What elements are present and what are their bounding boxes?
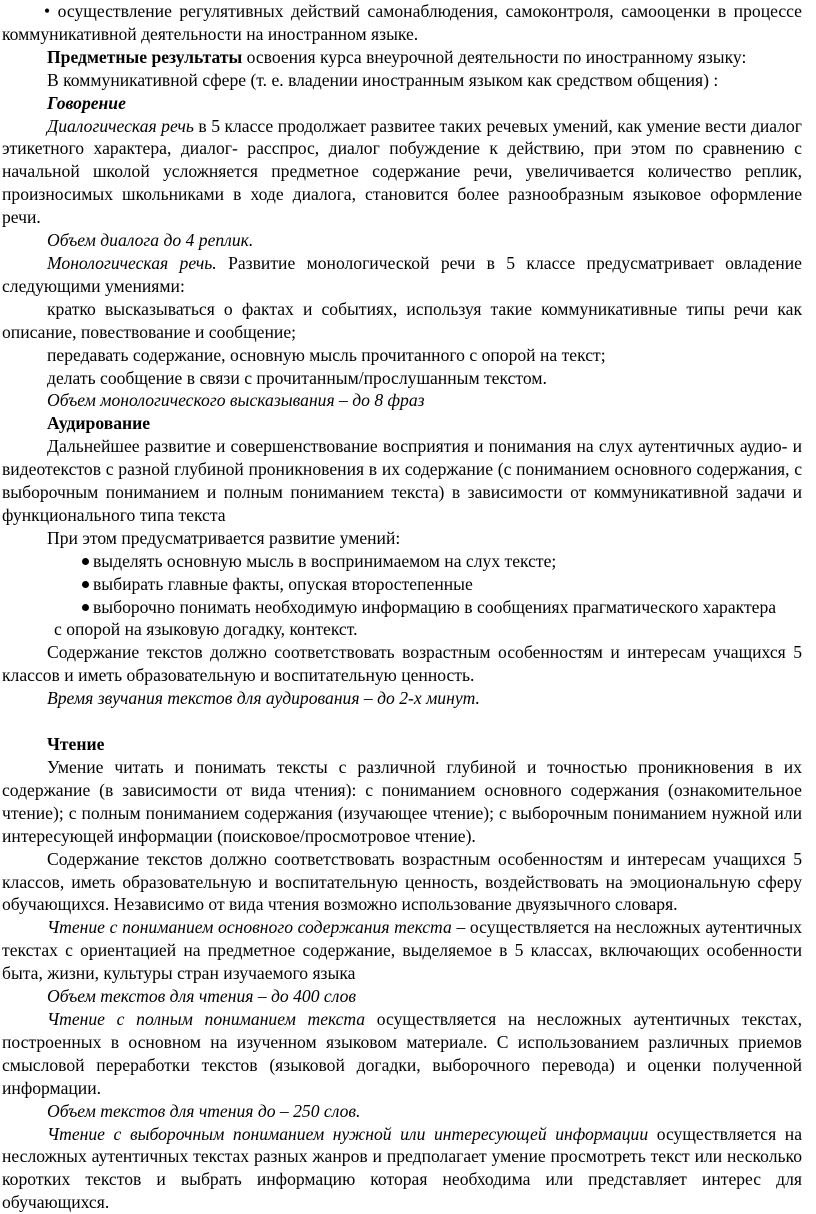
text: кратко высказываться о фактах и событиях, используя такие коммуникативные типы речи как описание, повествование и сообщение;: [2, 299, 802, 342]
bullet-continuation: [2, 618, 802, 641]
paragraph-briefly-speak: [2, 298, 802, 344]
text: – осуществляется на несложных аутентичных текстах с ориентацией на предметное содержание, выделяемое в 5 классах, включающих особенности быта, жизни, культуры стран изучаемого языка: [2, 917, 802, 983]
italic-term: Чтение с полным пониманием текста: [47, 1009, 365, 1029]
paragraph-listening-development: [2, 435, 802, 527]
section-heading: Чтение: [47, 734, 104, 754]
paragraph-reading-selective: [2, 1123, 802, 1214]
italic-text: Объем текстов для чтения до – 250 слов.: [47, 1101, 360, 1121]
paragraph-listening-content: [2, 641, 802, 687]
paragraph-skills-intro: [2, 527, 802, 550]
text: делать сообщение в связи с прочитанным/прослушанным текстом.: [47, 368, 547, 388]
text: • осуществление регулятивных действий самонаблюдения, самоконтроля, самооценки в процессе коммуникативной деятельности на иностранном языке.: [2, 1, 802, 44]
text: Содержание текстов должно соответствовать возрастным особенностям и интересам учащихся 5 классов, иметь образовательную и воспитательную ценность, воздействовать на эмоциональную сферу обучающихся. Независимо от вида чтения возможно использование двуязычного словаря.: [2, 849, 802, 915]
section-heading: Аудирование: [47, 413, 150, 433]
italic-term: Чтение с выборочным пониманием нужной или интересующей информации: [47, 1124, 648, 1144]
text: освоения курса внеурочной деятельности по иностранному языку:: [242, 47, 746, 67]
paragraph-monologic: [2, 252, 802, 298]
text: с опорой на языковую догадку, контекст.: [54, 619, 358, 639]
bullet-icon: [82, 558, 89, 565]
paragraph-listening-time: [2, 687, 802, 710]
text: При этом предусматривается развитие умений:: [47, 528, 400, 548]
text: осуществляется на несложных аутентичных текстах разных жанров и предполагает умение просмотреть текст или несколько коротких текстов и выбрать информацию которая необходима или представляет интерес для обучающихся.: [2, 1124, 802, 1213]
text: выборочно понимать необходимую информацию в сообщениях прагматического характера: [93, 597, 776, 617]
heading-speaking: [2, 92, 802, 115]
text: Содержание текстов должно соответствовать возрастным особенностям и интересам учащихся 5 классов и иметь образовательную и воспитательную ценность.: [2, 642, 802, 685]
paragraph-communicative-sphere: [2, 69, 802, 92]
section-heading: Говорение: [47, 93, 126, 113]
italic-term: Монологическая речь.: [47, 253, 217, 273]
italic-text: Объем монологического высказывания – до 8 фраз: [47, 390, 424, 410]
text: выбирать главные факты, опуская второстепенные: [93, 574, 473, 594]
paragraph-reading-volume-250: [2, 1100, 802, 1123]
italic-text: Объем диалога до 4 реплик.: [47, 230, 253, 250]
bullet-item: [2, 573, 802, 596]
heading-reading: [2, 733, 802, 756]
bullet-item: [2, 596, 802, 619]
text: осуществляется на несложных аутентичных текстах, построенных в основном на изученном языковом материале. С использованием различных приемов смысловой переработки текстов (языковой догадки, выборочного перевода) и оценки полученной информации.: [2, 1009, 802, 1098]
bullet-icon: [82, 581, 89, 588]
bullet-icon: [82, 604, 89, 611]
paragraph-reading-volume-400: [2, 985, 802, 1008]
paragraph-dialog-volume: [2, 229, 802, 252]
paragraph-monolog-volume: [2, 389, 802, 412]
text: Дальнейшее развитие и совершенствование восприятия и понимания на слух аутентичных аудио- и видеотекстов с разной глубиной проникновения в их содержание (с пониманием основного содержания, с выборочным пониманием и полным пониманием текста) в зависимости от коммуникативной задачи и функционального типа текста: [2, 436, 802, 525]
paragraph-dialogic: [2, 115, 802, 230]
italic-term: Чтение с пониманием основного содержания текста: [47, 917, 452, 937]
paragraph-regulative: [2, 0, 802, 46]
paragraph-reading-main: [2, 916, 802, 985]
paragraph-subject-results: [2, 46, 802, 69]
italic-text: Время звучания текстов для аудирования – до 2-х минут.: [47, 688, 480, 708]
bold-term: Предметные результаты: [47, 47, 242, 67]
spacer: [2, 710, 802, 733]
paragraph-retell: [2, 344, 802, 367]
text: Развитие монологической речи в 5 классе предусматривает овладение следующими умениями:: [2, 253, 802, 296]
italic-term: Диалогическая речь: [47, 116, 194, 136]
text: выделять основную мысль в воспринимаемом на слух тексте;: [93, 551, 556, 571]
paragraph-reading-content: [2, 848, 802, 917]
paragraph-reading-skill: [2, 756, 802, 848]
text: в 5 классе продолжает развитее таких речевых умений, как умение вести диалог этикетного характера, диалог- расспрос, диалог побуждение к действию, при этом по сравнению с начальной школой усложняется предметное содержание речи, увеличивается количество реплик, произносимых школьниками в ходе диалога, становится более разнообразным языковое оформление речи.: [2, 116, 802, 228]
paragraph-reading-full: [2, 1008, 802, 1100]
heading-listening: [2, 412, 802, 435]
italic-text: Объем текстов для чтения – до 400 слов: [47, 986, 356, 1006]
bullet-item: [2, 550, 802, 573]
text: Умение читать и понимать тексты с различной глубиной и точностью проникновения в их содержание (в зависимости от вида чтения): с пониманием основного содержания (ознакомительное чтение); с полным пониманием содержания (изучающее чтение); с выборочным пониманием нужной или интересующей информации (поисковое/просмотровое чтение).: [2, 757, 802, 846]
paragraph-message: [2, 367, 802, 390]
text: В коммуникативной сфере (т. е. владении иностранным языком как средством общения) :: [47, 70, 718, 90]
text: передавать содержание, основную мысль прочитанного с опорой на текст;: [47, 345, 606, 365]
